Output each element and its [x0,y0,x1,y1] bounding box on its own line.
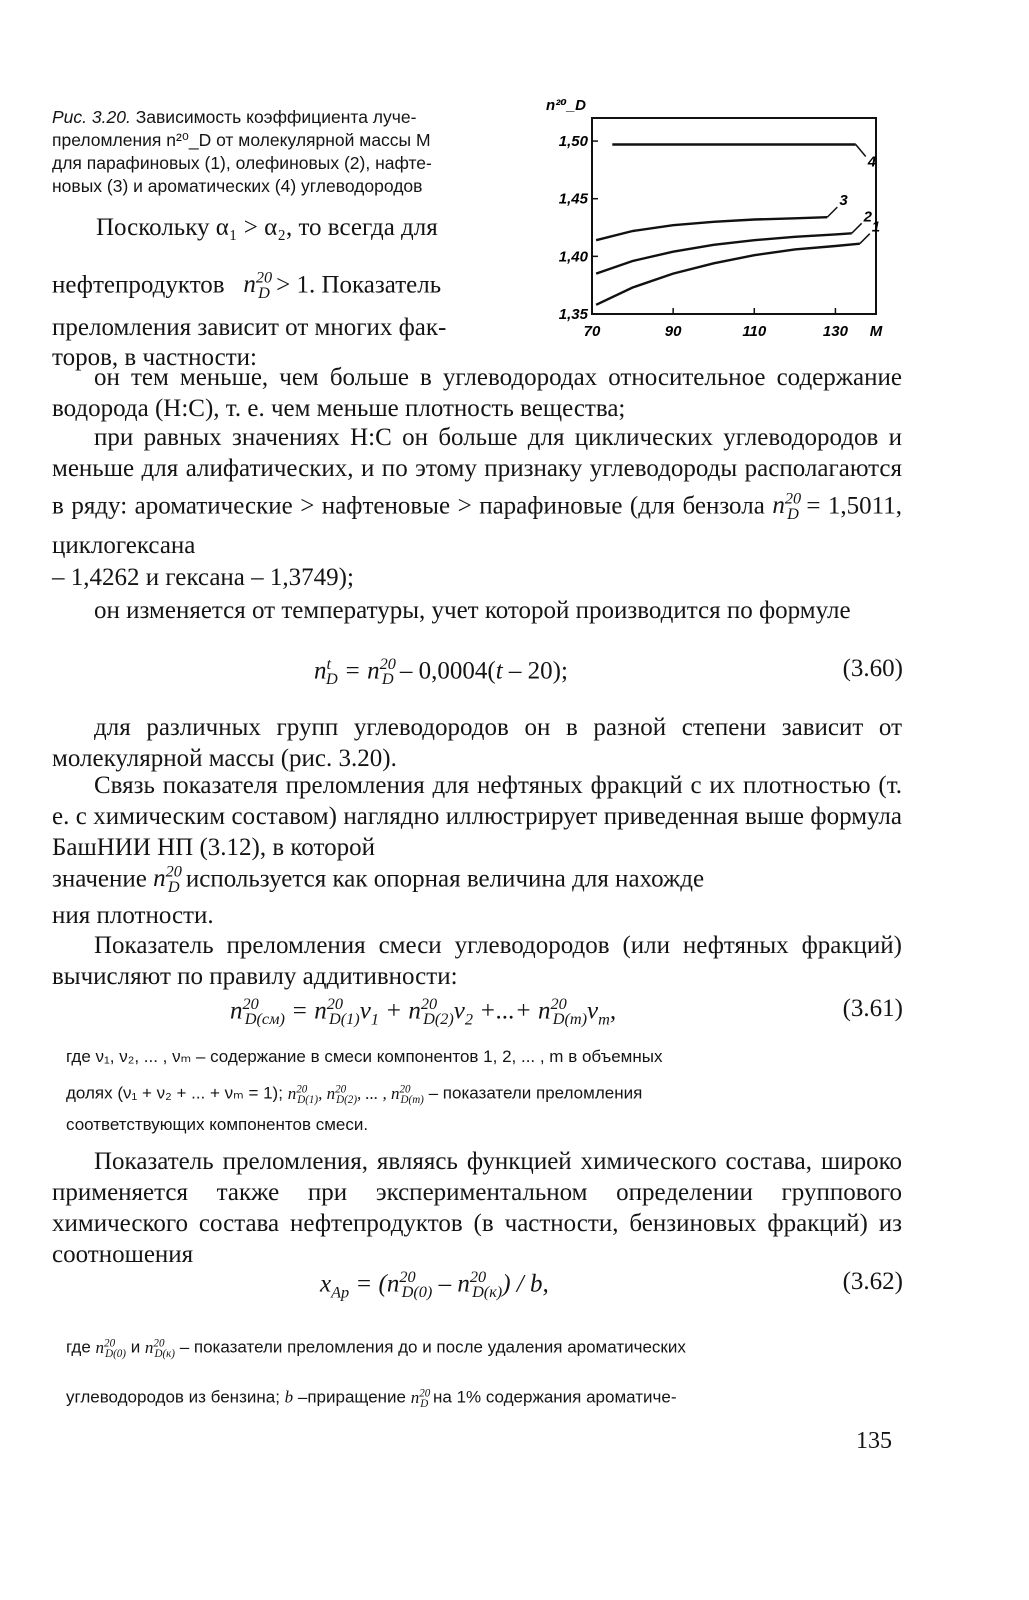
equation-3-60: $n^t_D = n^{20}_D - 0,0004(t - 20)$; [314,655,568,689]
p1-line1: Поскольку α₁ > α₂, то всегда для [96,214,438,241]
paragraph-2: он тем меньше, чем больше в углеводородах относительное содержание водорода (Н:С), т. е. чем меньше плотность вещества; [52,364,902,422]
figure-caption [52,106,542,198]
equation-3-62-number: (3.62) [842,1268,903,1295]
note1c-text: – показатели преломления [428,1083,643,1103]
series-leader-3 [827,207,837,217]
p1-line4: торов, в частности: [52,344,257,371]
caption-line-3: для парафиновых (1), олефиновых (2), нафте- [52,153,432,173]
nD-list: $n^{20}_{D(1)}$, $n^{20}_{D(2)}$, ... , $n^{20}_{D(m)}$ [287,1083,424,1107]
series-leader-4 [856,145,866,157]
x-axis-label: M [869,323,883,340]
equation-3-61-number: (3.61) [842,995,903,1022]
p3a-text: при равных значениях Н:С он больше для циклических углеводородов и меньше для алифатических, и по этому признаку углеводороды располагаются в ряду: ароматические > нафтеновые > парафиновые (для бензола [52,424,902,520]
y-tick-label: 1,45 [558,190,588,208]
y-tick-label: 1,35 [558,306,588,323]
series-line-1 [596,244,860,305]
p6c-text: используется как опорная величина для нахожде [185,865,705,893]
equation-3-61: $n^{20}_{D(см)} = n^{20}_{D(1)}\nu_1 + n^{20}_{D(2)}\nu_2$ +...+ $n^{20}_{D(m)}\nu_m$, [230,995,617,1029]
caption-line-4: новых (3) и ароматических (4) углеводородов [52,176,423,196]
series-line-2 [596,233,852,273]
p1-line2b-text: > 1. Показатель [276,271,442,299]
equation-3-62: $x_{Ар} = (n^{20}_{D(0)} - n^{20}_{D(к)}) / b$, [320,1268,549,1302]
paragraph-4: он изменяется от температуры, учет которой производится по формуле [94,597,851,624]
note2b-text: и [130,1337,141,1357]
nDk-symbol: $n^{20}_{D(к)}$ [144,1337,175,1361]
p1-line2-text: нефтепродуктов [52,271,225,299]
y-axis-label: n²⁰_D [546,97,586,114]
x-tick-label: 130 [822,323,848,340]
series-label-1: 1 [871,218,881,236]
caption-label: Рис. 3.20. [52,107,131,127]
y-tick-label: 1,50 [558,133,588,151]
nD20-symbol-2: $n^{20}_D$ [772,490,802,524]
paragraph-5: для различных групп углеводородов он в разной степени зависит от молекулярной массы (рис. 3.20). [52,714,902,772]
p6-line4 [52,856,902,903]
note2c-text: – показатели преломления до и после удаления ароматических [179,1337,686,1357]
nD0-symbol: $n^{20}_{D(0)}$ [95,1337,126,1361]
paragraph-7: Показатель преломления смеси углеводородов (или нефтяных фракций) вычисляют по правилу аддитивности: [52,932,902,990]
y-tick-label: 1,40 [558,248,588,266]
note-1-line2 [66,1074,906,1115]
p6b-text: значение [52,865,147,893]
b-symbol: b [284,1387,294,1407]
paragraph-6: Связь показателя преломления для нефтяных фракций с их плотностью (т. е. с химическим составом) наглядно иллюстрирует приведенная выше формула БашНИИ НП (3.12), в которой [52,772,902,861]
p6d-text: ния плотности. [52,902,214,929]
series-leader-2 [852,223,862,233]
p3b-text: = 1,5011, циклогексана [52,492,903,560]
series-label-4: 4 [867,153,877,171]
note2a-text: где [66,1337,91,1357]
page-number: 135 [856,1428,892,1454]
x-tick-label: 70 [583,323,601,340]
caption-line-2: преломления n²⁰_D от молекулярной массы M [52,130,431,150]
p1-line3: преломления зависит от многих фак- [52,314,447,341]
paragraph-8: Показатель преломления, являясь функцией химического состава, широко применяется также при экспериментальном определении группового химического состава нефтепродуктов (в частности, бензиновых фракций) из соотношения [52,1148,902,1268]
note-2-line1 [66,1328,906,1369]
equation-3-60-number: (3.60) [842,655,903,682]
x-tick-label: 90 [664,323,682,340]
note-2-line2 [66,1378,906,1419]
series-label-3: 3 [839,192,848,210]
nD20-symbol-4: $n^{20}_D$ [410,1387,431,1411]
chart-frame [592,118,876,314]
refraction-chart [540,82,900,362]
note-1-line3: соответствующих компонентов смеси. [66,1115,369,1134]
nD20-symbol-3: $n^{20}_D$ [153,863,182,897]
note-1-line1: где ν₁, ν₂, ... , νₘ – содержание в смеси компонентов 1, 2, ... , m в объемных [66,1047,663,1066]
nD20-symbol: $n^{20}_D$ [243,269,273,303]
x-tick-label: 110 [742,323,767,340]
note2d-text: углеводородов из бензина; [66,1387,280,1407]
note1b-text: долях (ν₁ + ν₂ + ... + νₘ = 1); [66,1083,283,1103]
caption-line-1: Зависимость коэффициента луче- [135,107,417,127]
note2e-text: –приращение [297,1387,406,1407]
paragraph-3 [52,422,902,561]
series-leader-1 [860,234,870,244]
note2f-text: на 1% содержания ароматиче- [433,1387,677,1407]
p1-line2 [52,262,441,309]
series-label-2: 2 [863,208,873,226]
p3c-text: – 1,4262 и гексана – 1,3749); [52,564,354,591]
